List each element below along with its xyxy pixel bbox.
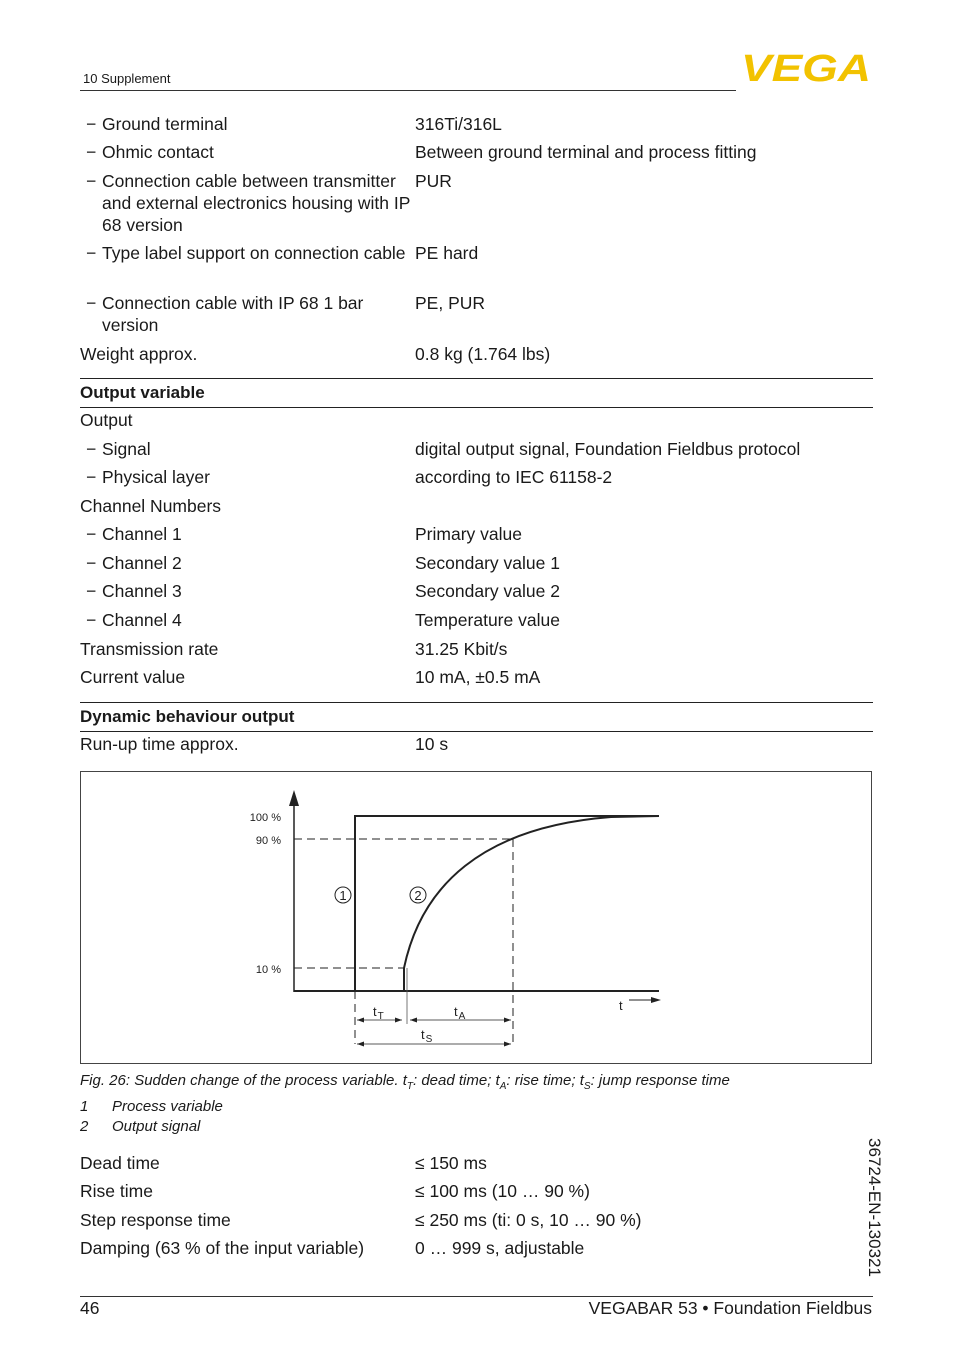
marker-1-label: 1 (339, 888, 347, 903)
time-axis-label: t (619, 998, 623, 1013)
spec-value: PE hard (415, 243, 479, 263)
spec-value: Between ground terminal and process fitting (415, 142, 757, 162)
ta-arrow-left-icon (410, 1018, 417, 1023)
step-response-diagram (81, 772, 873, 1065)
ts-arrow-right-icon (504, 1042, 511, 1047)
spec-label: Damping (63 % of the input variable) (80, 1238, 365, 1258)
tick-label-100: 100 % (249, 812, 281, 824)
spec-label: Channel 1 (102, 524, 182, 544)
spec-value: digital output signal, Foundation Fieldbus protocol (415, 439, 801, 459)
section-heading-dynamic-behaviour: Dynamic behaviour output (80, 702, 873, 732)
spec-label: Connection cable with IP 68 1 bar version (102, 293, 364, 335)
spec-label: Channel Numbers (80, 496, 222, 516)
header-divider (80, 90, 736, 91)
legend-number: 1 (80, 1098, 89, 1115)
spec-label: Current value (80, 667, 186, 687)
page-number: 46 (80, 1298, 100, 1318)
logo-text: VEGA (741, 50, 871, 84)
spec-value: according to IEC 61158-2 (415, 467, 613, 487)
spec-value: 316Ti/316L (415, 114, 502, 134)
ta-arrow-right-icon (504, 1018, 511, 1023)
time-arrow-icon (651, 997, 661, 1003)
legend-number: 2 (80, 1118, 89, 1135)
spec-value: 0 … 999 s, adjustable (415, 1238, 585, 1258)
spec-value: ≤ 250 ms (ti: 0 s, 10 … 90 %) (415, 1210, 642, 1230)
section-heading-output-variable: Output variable (80, 378, 873, 408)
spec-value: Primary value (415, 524, 522, 544)
spec-value: 0.8 kg (1.764 lbs) (415, 344, 551, 364)
spec-value: ≤ 150 ms (415, 1153, 487, 1173)
marker-2-label: 2 (414, 888, 422, 903)
spec-label: Rise time (80, 1181, 153, 1201)
spec-value: PUR (415, 171, 452, 191)
vega-logo (741, 50, 873, 84)
spec-label: Weight approx. (80, 344, 198, 364)
spec-label: Ground terminal (102, 114, 228, 134)
ta-label: $t_A$ (454, 1004, 466, 1022)
ts-label: $t_S$ (421, 1027, 433, 1045)
spec-value: 10 mA, ±0.5 mA (415, 667, 541, 687)
legend-text: Process variable (112, 1098, 223, 1115)
spec-label: Dead time (80, 1153, 160, 1173)
footer-divider (80, 1296, 873, 1297)
footer-title: VEGABAR 53 • Foundation Fieldbus (588, 1298, 872, 1318)
spec-label: Channel 3 (102, 581, 182, 601)
spec-label: Channel 4 (102, 610, 182, 630)
spec-value: 10 s (415, 734, 449, 754)
spec-value: PE, PUR (415, 293, 486, 313)
spec-label: Type label support on connection cable (102, 243, 406, 263)
spec-label: Channel 2 (102, 553, 182, 573)
tt-arrow-left-icon (357, 1018, 364, 1023)
spec-label: Signal (102, 439, 151, 459)
ts-arrow-left-icon (357, 1042, 364, 1047)
spec-label: Ohmic contact (102, 142, 214, 162)
tick-label-90: 90 % (255, 835, 281, 847)
spec-value: ≤ 100 ms (10 … 90 %) (415, 1181, 590, 1201)
spec-value: Secondary value 1 (415, 553, 560, 573)
spec-label: Physical layer (102, 467, 210, 487)
process-variable-curve (355, 816, 659, 991)
spec-label: Run-up time approx. (80, 734, 239, 754)
y-axis-arrow-icon (289, 790, 299, 806)
spec-label: Output (80, 410, 133, 430)
tick-label-10: 10 % (255, 964, 281, 976)
spec-value: Secondary value 2 (415, 581, 560, 601)
spec-value: Temperature value (415, 610, 560, 630)
spec-label: Transmission rate (80, 639, 219, 659)
tt-arrow-right-icon (395, 1018, 402, 1023)
output-signal-curve (404, 816, 659, 991)
legend-text: Output signal (112, 1118, 201, 1135)
step-response-figure (80, 771, 872, 1064)
spec-value: 31.25 Kbit/s (415, 639, 508, 659)
document-id: 36724-EN-130321 (865, 1138, 884, 1277)
figure-caption: Fig. 26: Sudden change of the process variable. $t_T$: dead time; $t_A$: rise time; $t_S$: jump response time (80, 1072, 730, 1092)
header-section-title: 10 Supplement (83, 71, 171, 86)
spec-label: Connection cable between transmitter and external electronics housing with IP 68 version (102, 171, 411, 235)
tt-label: $t_T$ (373, 1004, 384, 1022)
spec-label: Step response time (80, 1210, 231, 1230)
